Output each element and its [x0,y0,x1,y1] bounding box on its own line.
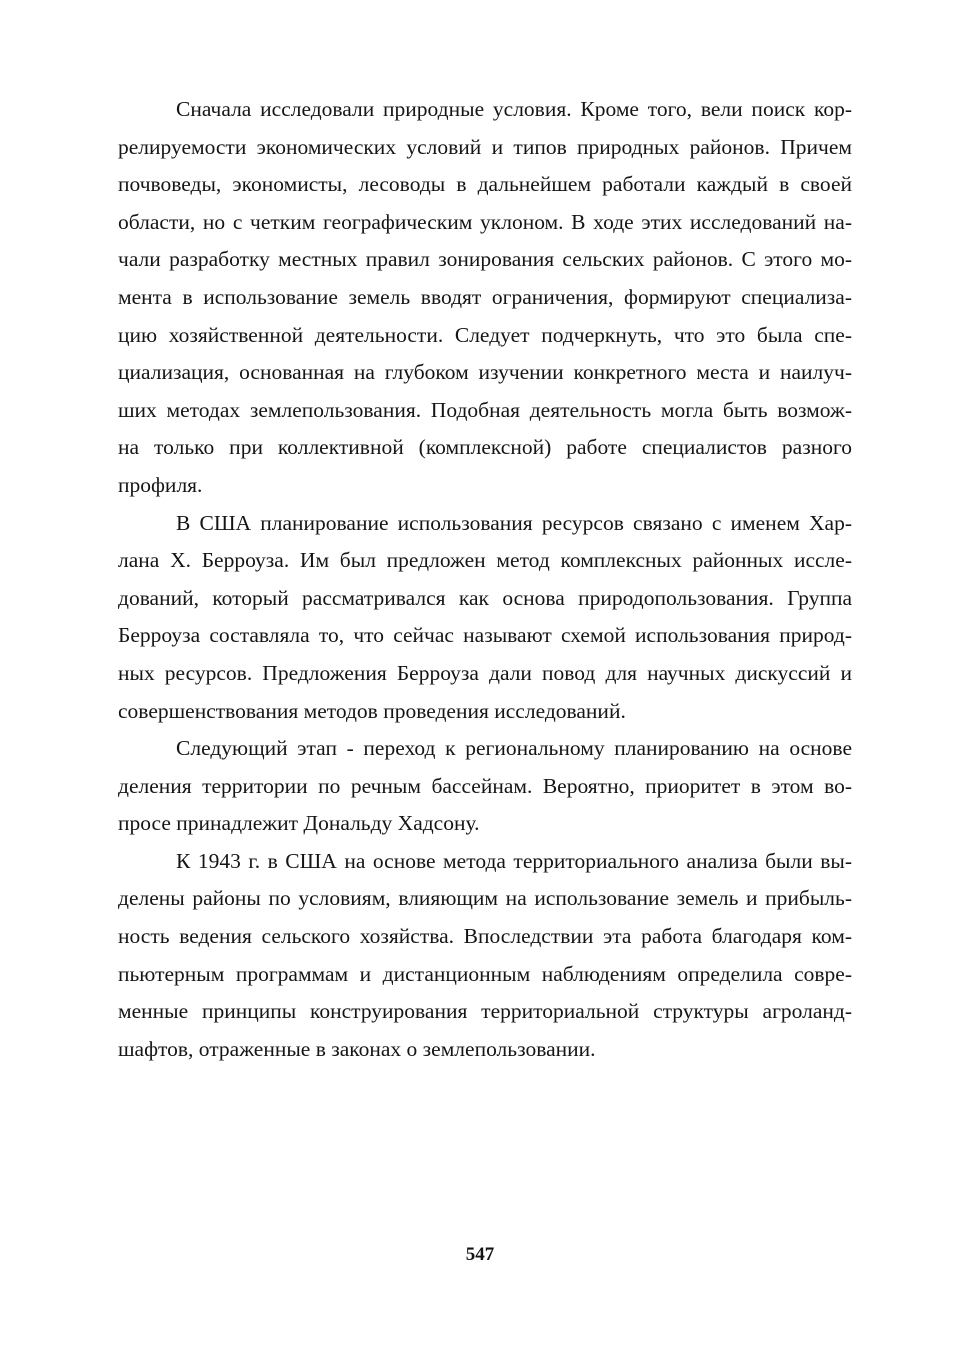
paragraph [118,843,852,1069]
text-line: просе принадлежит Дональду Хадсону. [118,811,480,836]
text-line: совершенствования методов проведения исследований. [118,698,626,723]
paragraph [118,730,852,843]
text-line: пьютерным программам и дистанционным наблюдениям определила совре- [118,961,852,986]
text-line: В США планирование использования ресурсов связано с именем Хар- [176,510,852,535]
page-number: 547 [465,1244,495,1265]
text-line: ших методах землепользования. Подобная деятельность могла быть возмож- [118,397,852,422]
text-line: делены районы по условиям, влияющим на использование земель и прибыль- [118,886,852,911]
text-line: цию хозяйственной деятельности. Следует подчеркнуть, что это была спе- [118,322,852,347]
text-line: К 1943 г. в США на основе метода территориального анализа были вы- [176,848,852,873]
paragraph [118,505,852,731]
text-line: деления территории по речным бассейнам. Вероятно, приоритет в этом во- [118,773,852,798]
text-line: релируемости экономических условий и типов природных районов. Причем [118,134,852,159]
text-line: шафтов, отраженные в законах о землепользовании. [118,1036,596,1061]
text-line: на только при коллективной (комплексной) работе специалистов разного [118,435,852,460]
text-line: ность ведения сельского хозяйства. Впоследствии эта работа благодаря ком- [118,924,852,949]
paragraph [118,91,852,505]
text-line: менные принципы конструирования территориальной структуры агроланд- [118,999,852,1024]
text-line: лана Х. Берроуза. Им был предложен метод комплексных районных иссле- [118,548,852,573]
text-line: Сначала исследовали природные условия. Кроме того, вели поиск кор- [176,97,852,121]
text-line: чали разработку местных правил зонирования сельских районов. С этого мо- [118,247,852,272]
text-line: ных ресурсов. Предложения Берроуза дали повод для научных дискуссий и [118,660,852,685]
text-line: почвоведы, экономисты, лесоводы в дальнейшем работали каждый в своей [118,172,852,197]
text-line: мента в использование земель вводят ограничения, формируют специализа- [118,284,852,309]
body-text [118,91,852,1068]
text-line: области, но с четким географическим уклоном. В ходе этих исследований на- [118,209,852,234]
text-line: дований, который рассматривался как основа природопользования. Группа [118,585,852,610]
text-line: Следующий этап - переход к региональному планированию на основе [176,736,852,761]
text-line: циализация, основанная на глубоком изучении конкретного места и наилуч- [118,360,852,385]
text-line: профиля. [118,472,203,497]
text-line: Берроуза составляла то, что сейчас называют схемой использования природ- [118,623,852,648]
